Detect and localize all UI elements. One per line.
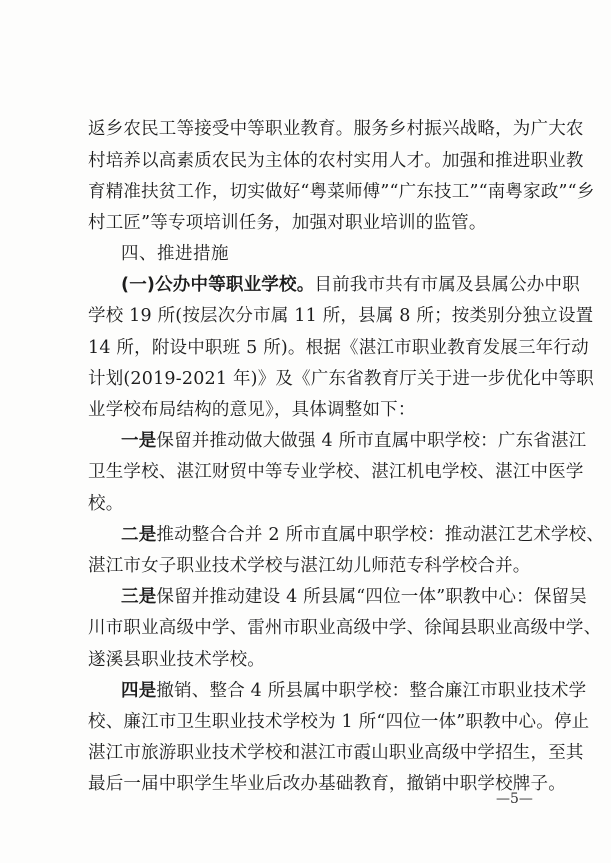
item-first-line	[121, 680, 587, 702]
paragraph-line: 校、廉江市卫生职业技术学校为 1 所“四位一体”职教中心。停止	[88, 712, 590, 732]
item-first-line	[121, 430, 587, 452]
paragraph-line: 遂溪县职业技术学校。	[88, 650, 265, 670]
paragraph-line: 最后一届中职学生毕业后改办基础教育，撤销中职学校牌子。	[88, 774, 566, 794]
section-heading: 四、推进措施	[121, 244, 229, 264]
paragraph-line: 村工匠”等专项培训任务，加强对职业培训的监管。	[88, 213, 487, 233]
paragraph-line: 校。	[88, 494, 124, 514]
paragraph-line: 湛江市旅游职业技术学校和湛江市霞山职业高级中学招生，至其	[88, 743, 584, 763]
item-first-line	[121, 586, 587, 608]
subsection-text: 目前我市共有市属及县属公办中职	[314, 275, 580, 295]
item-lead: 一是	[121, 431, 157, 451]
paragraph-line: 湛江市女子职业技术学校与湛江幼儿师范专科学校合并。	[88, 556, 531, 576]
paragraph-line: 川市职业高级中学、雷州市职业高级中学、徐闻县职业高级中学、	[88, 618, 602, 638]
paragraph-line: 育精准扶贫工作，切实做好“粤菜师傅”“广东技工”“南粤家政”“乡	[88, 182, 595, 202]
paragraph-line: 业学校布局结构的意见》，具体调整如下：	[88, 400, 416, 420]
item-text: 保留并推动建设 4 所县属“四位一体”职教中心：保留吴	[156, 587, 587, 607]
paragraph-line: 村培养以高素质农民为主体的农村实用人才。加强和推进职业教	[88, 151, 584, 171]
paragraph-line: 14 所，附设中职班 5 所)。根据《湛江市职业教育发展三年行动	[88, 338, 589, 358]
page-number: —5—	[496, 791, 533, 807]
item-text: 保留并推动做大做强 4 所市直属中职学校：广东省湛江	[156, 431, 587, 451]
item-lead: 二是	[121, 525, 157, 545]
paragraph-line: 返乡农民工等接受中等职业教育。服务乡村振兴战略，为广大农	[88, 119, 584, 139]
item-lead: 三是	[121, 587, 157, 607]
paragraph-line: 卫生学校、湛江财贸中等专业学校、湛江机电学校、湛江中医学	[88, 462, 584, 482]
item-lead: 四是	[121, 681, 157, 701]
subsection-first-line	[121, 274, 580, 296]
paragraph-line: 计划(2019-2021 年)》及《广东省教育厅关于进一步优化中等职	[88, 369, 595, 389]
item-text: 推动整合合并 2 所市直属中职学校：推动湛江艺术学校、	[156, 525, 605, 545]
subsection-lead: (一)公办中等职业学校。	[121, 275, 315, 295]
item-text: 撤销、整合 4 所县属中职学校：整合廉江市职业技术学	[156, 681, 587, 701]
item-first-line	[121, 524, 605, 546]
paragraph-line: 学校 19 所(按层次分市属 11 所，县属 8 所；按类别分独立设置	[88, 306, 594, 326]
